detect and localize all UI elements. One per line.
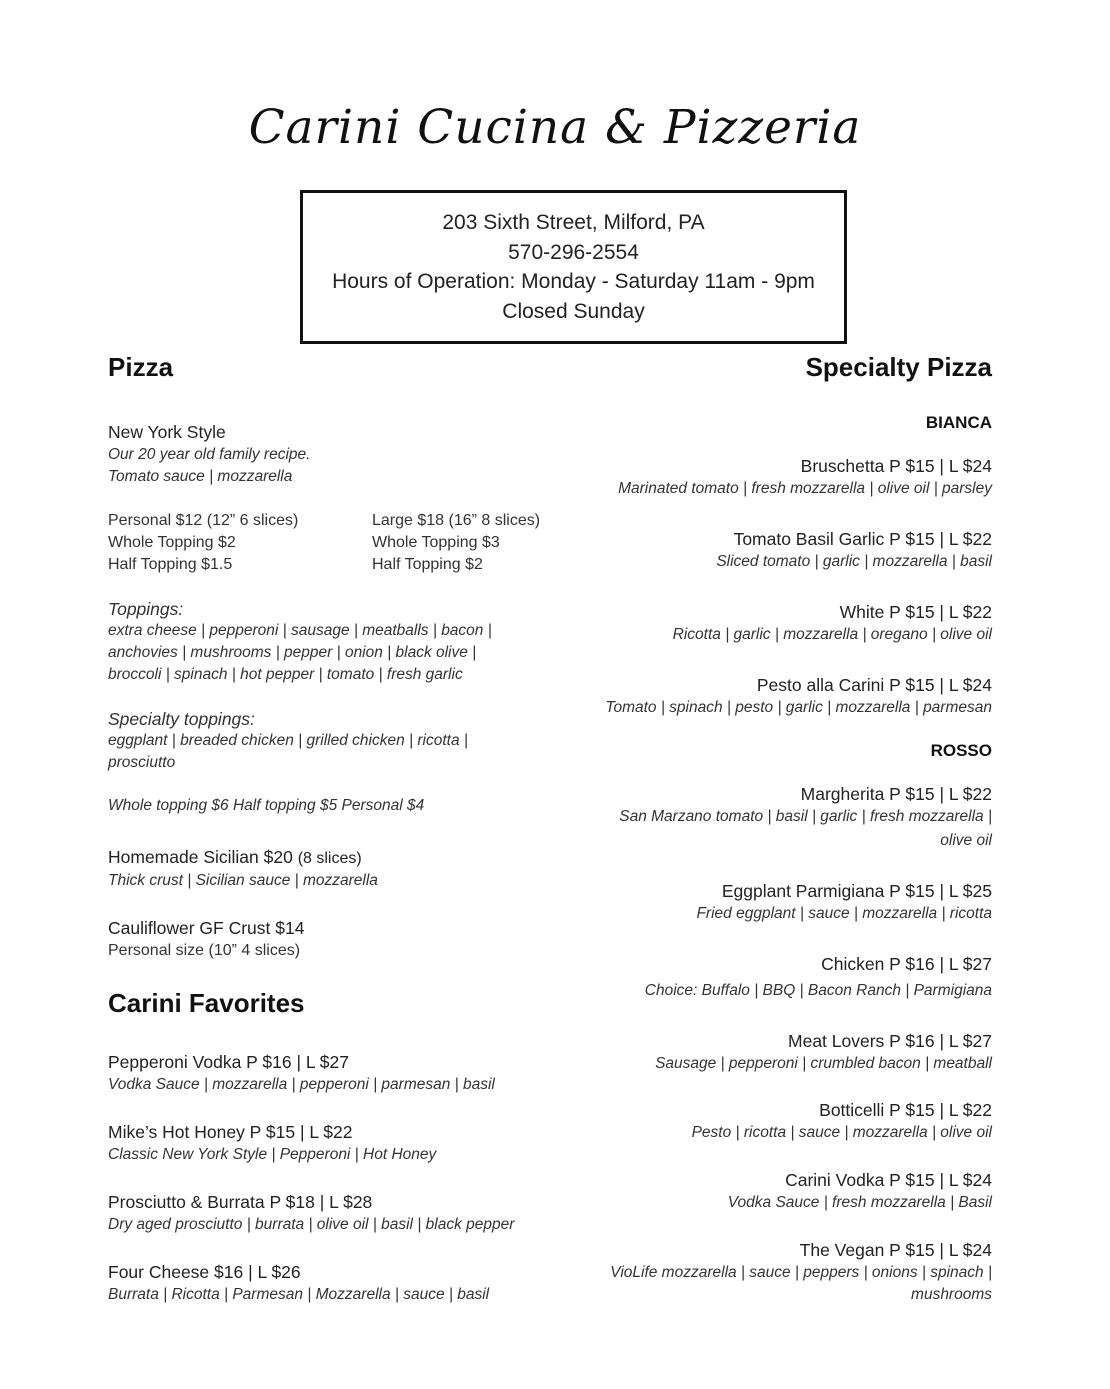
specialty-desc: Vodka Sauce | fresh mozzarella | Basil (727, 1194, 992, 1211)
specialty-desc: Sliced tomato | garlic | mozzarella | basil (716, 553, 992, 570)
specialty-desc: Marinated tomato | fresh mozzarella | olive oil | parsley (618, 480, 992, 497)
sicilian-name (108, 846, 578, 870)
toppings-line: broccoli | spinach | hot pepper | tomato | fresh garlic (108, 666, 463, 683)
specialty-desc: Sausage | pepperoni | crumbled bacon | meatball (655, 1055, 992, 1072)
closed-day: Closed Sunday (502, 299, 645, 323)
toppings-line: extra cheese | pepperoni | sausage | meatballs | bacon | (108, 622, 492, 639)
ny-style-name: New York Style (108, 422, 226, 442)
restaurant-title: Carini Cucina & Pizzeria (248, 100, 862, 155)
specialty-name: Tomato Basil Garlic P $15 | L $22 (733, 529, 992, 549)
specialty-desc: olive oil (940, 832, 992, 849)
bianca-heading: BIANCA (925, 413, 992, 432)
specialty-topping-prices: Whole topping $6 Half topping $5 Personal $4 (108, 797, 425, 814)
specialty-item (560, 601, 992, 646)
personal-price: Personal $12 (12” 6 slices) (108, 512, 299, 529)
specialty-desc: Choice: Buffalo | BBQ | Bacon Ranch | Parmigiana (644, 982, 992, 999)
specialty-name: White P $15 | L $22 (839, 602, 992, 622)
ny-style-desc: Our 20 year old family recipe. (108, 446, 311, 463)
left-column (108, 352, 578, 1306)
specialty-toppings-line: eggplant | breaded chicken | grilled chicken | ricotta | (108, 732, 468, 749)
specialty-pizza-heading: Specialty Pizza (805, 352, 992, 382)
specialty-desc: Ricotta | garlic | mozzarella | oregano | olive oil (672, 626, 992, 643)
cauliflower-desc: Personal size (10” 4 slices) (108, 942, 301, 959)
specialty-desc: San Marzano tomato | basil | garlic | fresh mozzarella | (619, 808, 992, 825)
favorite-item (108, 1121, 578, 1166)
toppings-section (108, 598, 578, 686)
specialty-item (560, 1099, 992, 1144)
phone: 570-296-2554 (508, 240, 639, 264)
specialty-item (560, 455, 992, 500)
sicilian-desc: Thick crust | Sicilian sauce | mozzarella (108, 872, 378, 889)
sicilian-section (108, 846, 578, 892)
hours: Hours of Operation: Monday - Saturday 11am - 9pm (332, 270, 815, 293)
specialty-desc: Tomato | spinach | pesto | garlic | mozzarella | parmesan (605, 699, 992, 716)
specialty-toppings-line: prosciutto (108, 754, 176, 771)
toppings-line: anchovies | mushrooms | pepper | onion | black olive | (108, 644, 477, 661)
specialty-desc: mushrooms (911, 1286, 992, 1303)
specialty-toppings-label: Specialty toppings: (108, 709, 255, 729)
specialty-name: Margherita P $15 | L $22 (800, 784, 992, 804)
specialty-item (560, 783, 992, 852)
specialty-name: Pesto alla Carini P $15 | L $24 (756, 675, 992, 695)
large-price: Large $18 (16” 8 slices) (372, 512, 541, 529)
specialty-name: Botticelli P $15 | L $22 (819, 1100, 992, 1120)
favorite-name: Pepperoni Vodka P $16 | L $27 (108, 1052, 349, 1072)
specialty-desc: VioLife mozzarella | sauce | peppers | onions | spinach | (610, 1264, 992, 1281)
sicilian-title: Homemade Sicilian $20 (108, 847, 293, 867)
specialty-item (560, 1239, 992, 1306)
pizza-heading: Pizza (108, 352, 174, 382)
specialty-name: Carini Vodka P $15 | L $24 (785, 1170, 992, 1190)
specialty-toppings-section (108, 708, 578, 774)
large-half-topping: Half Topping $2 (372, 556, 483, 573)
personal-half-topping: Half Topping $1.5 (108, 556, 233, 573)
specialty-item (560, 528, 992, 573)
specialty-name: Meat Lovers P $16 | L $27 (788, 1031, 992, 1051)
size-price-grid (108, 510, 578, 576)
specialty-name: The Vegan P $15 | L $24 (799, 1240, 992, 1260)
cauliflower-section (108, 917, 578, 962)
ny-style-section (108, 421, 578, 488)
specialty-desc: Fried eggplant | sauce | mozzarella | ricotta (696, 905, 992, 922)
cauliflower-name: Cauliflower GF Crust $14 (108, 918, 305, 938)
ny-style-desc: Tomato sauce | mozzarella (108, 468, 293, 485)
favorite-item (108, 1191, 578, 1236)
favorite-desc: Burrata | Ricotta | Parmesan | Mozzarella | sauce | basil (108, 1286, 490, 1303)
address: 203 Sixth Street, Milford, PA (442, 211, 705, 234)
rosso-heading: ROSSO (930, 741, 992, 760)
specialty-name: Eggplant Parmigiana P $15 | L $25 (721, 881, 992, 901)
favorite-name: Prosciutto & Burrata P $18 | L $28 (108, 1192, 373, 1212)
favorite-desc: Dry aged prosciutto | burrata | olive oil | basil | black pepper (108, 1216, 515, 1233)
large-whole-topping: Whole Topping $3 (372, 534, 500, 551)
favorite-name: Mike’s Hot Honey P $15 | L $22 (108, 1122, 353, 1142)
favorite-name: Four Cheese $16 | L $26 (108, 1262, 301, 1282)
specialty-item (560, 1169, 992, 1214)
favorite-desc: Classic New York Style | Pepperoni | Hot Honey (108, 1146, 437, 1163)
favorites-heading: Carini Favorites (108, 988, 305, 1018)
specialty-item (560, 1030, 992, 1075)
specialty-name: Bruschetta P $15 | L $24 (800, 456, 992, 476)
favorite-item (108, 1261, 578, 1306)
sicilian-slices: (8 slices) (297, 850, 362, 867)
favorite-item (108, 1051, 578, 1096)
specialty-name: Chicken P $16 | L $27 (821, 954, 992, 974)
toppings-label: Toppings: (108, 599, 184, 619)
specialty-item (560, 953, 992, 1002)
specialty-desc: Pesto | ricotta | sauce | mozzarella | olive oil (691, 1124, 992, 1141)
info-box (300, 190, 847, 344)
specialty-item (560, 674, 992, 719)
specialty-item (560, 880, 992, 925)
personal-whole-topping: Whole Topping $2 (108, 534, 236, 551)
right-column (560, 352, 992, 1306)
favorite-desc: Vodka Sauce | mozzarella | pepperoni | parmesan | basil (108, 1076, 495, 1093)
